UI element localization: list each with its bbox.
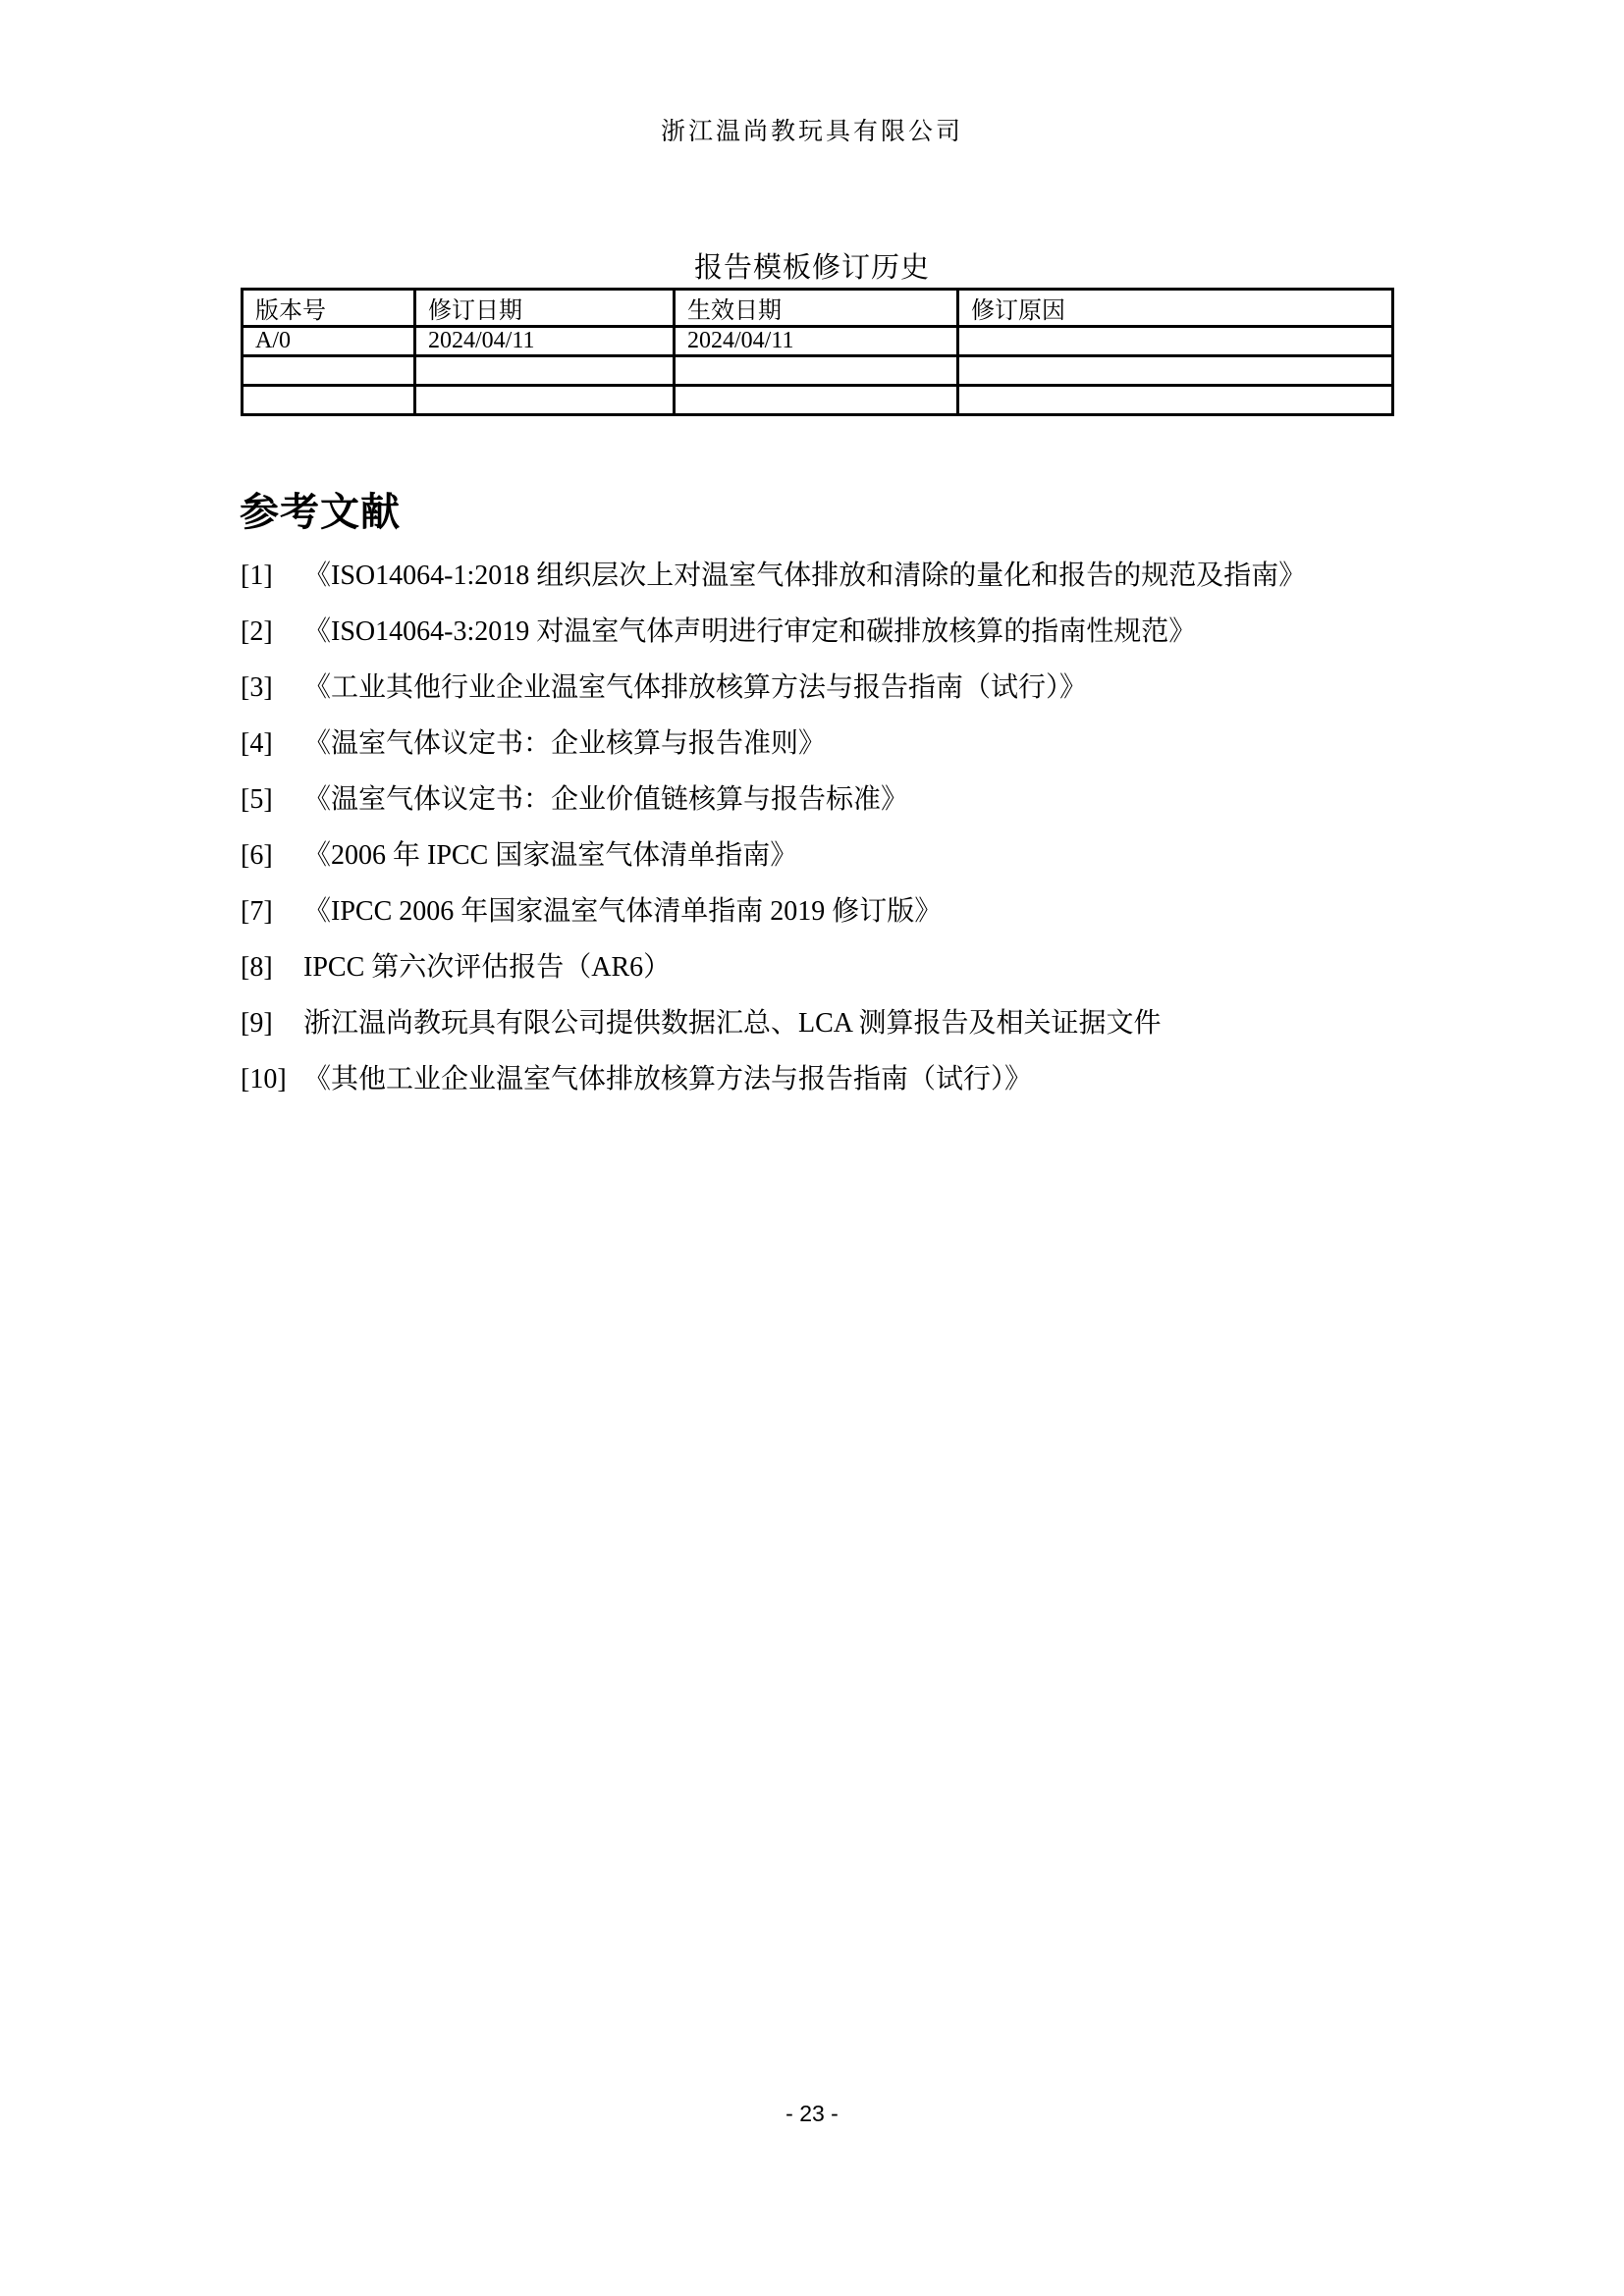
table-row	[243, 386, 1393, 415]
cell-version	[243, 386, 415, 415]
reference-number: [8]	[241, 952, 273, 983]
column-header-effective-date: 生效日期	[675, 290, 958, 327]
reference-number: [10]	[241, 1064, 287, 1095]
reference-text: 《ISO14064-1:2018 组织层次上对温室气体排放和清除的量化和报告的规范及指南》	[303, 561, 1307, 591]
cell-version	[243, 356, 415, 386]
page-header-company-name: 浙江温尚教玩具有限公司	[660, 119, 963, 145]
cell-revision-date: 2024/04/11	[415, 327, 675, 356]
revision-history-title: 报告模板修订历史	[693, 252, 930, 284]
reference-text: 浙江温尚教玩具有限公司提供数据汇总、LCA 测算报告及相关证据文件	[303, 1008, 1162, 1039]
table-row	[243, 327, 1393, 356]
column-header-version: 版本号	[243, 290, 415, 327]
cell-reason	[958, 327, 1393, 356]
reference-item	[241, 671, 1404, 705]
reference-item	[241, 783, 1404, 817]
cell-effective-date: 2024/04/11	[675, 327, 958, 356]
cell-reason	[958, 386, 1393, 415]
reference-number: [2]	[241, 616, 273, 647]
reference-text: 《温室气体议定书：企业价值链核算与报告标准》	[303, 784, 909, 815]
reference-item	[241, 895, 1404, 929]
page-number: - 23 -	[785, 2101, 839, 2126]
reference-text: IPCC 第六次评估报告（AR6）	[303, 952, 672, 983]
reference-item	[241, 615, 1404, 649]
cell-revision-date	[415, 386, 675, 415]
reference-text: 《工业其他行业企业温室气体排放核算方法与报告指南（试行）》	[303, 672, 1088, 703]
cell-reason	[958, 356, 1393, 386]
reference-number: [3]	[241, 672, 273, 703]
cell-version: A/0	[243, 327, 415, 356]
reference-number: [9]	[241, 1008, 273, 1039]
reference-number: [6]	[241, 840, 273, 871]
reference-item	[241, 1063, 1404, 1096]
reference-number: [4]	[241, 728, 273, 759]
references-heading: 参考文献	[240, 490, 401, 535]
reference-text: 《ISO14064-3:2019 对温室气体声明进行审定和碳排放核算的指南性规范》	[303, 616, 1197, 647]
reference-number: [7]	[241, 896, 273, 927]
column-header-reason: 修订原因	[958, 290, 1393, 327]
cell-effective-date	[675, 386, 958, 415]
reference-item	[241, 1007, 1404, 1041]
table-row	[243, 356, 1393, 386]
reference-text: 《其他工业企业温室气体排放核算方法与报告指南（试行）》	[303, 1064, 1033, 1095]
reference-text: 《IPCC 2006 年国家温室气体清单指南 2019 修订版》	[303, 896, 943, 927]
reference-text: 《温室气体议定书：企业核算与报告准则》	[303, 728, 827, 759]
reference-text: 《2006 年 IPCC 国家温室气体清单指南》	[303, 840, 798, 871]
cell-effective-date	[675, 356, 958, 386]
cell-revision-date	[415, 356, 675, 386]
reference-number: [1]	[241, 561, 273, 591]
reference-number: [5]	[241, 784, 273, 815]
reference-item	[241, 951, 1404, 985]
reference-item	[241, 727, 1404, 761]
reference-item	[241, 560, 1404, 593]
table-header-row	[243, 290, 1393, 327]
references-list	[241, 560, 1404, 1119]
column-header-revision-date: 修订日期	[415, 290, 675, 327]
revision-history-table	[241, 288, 1394, 416]
reference-item	[241, 839, 1404, 873]
